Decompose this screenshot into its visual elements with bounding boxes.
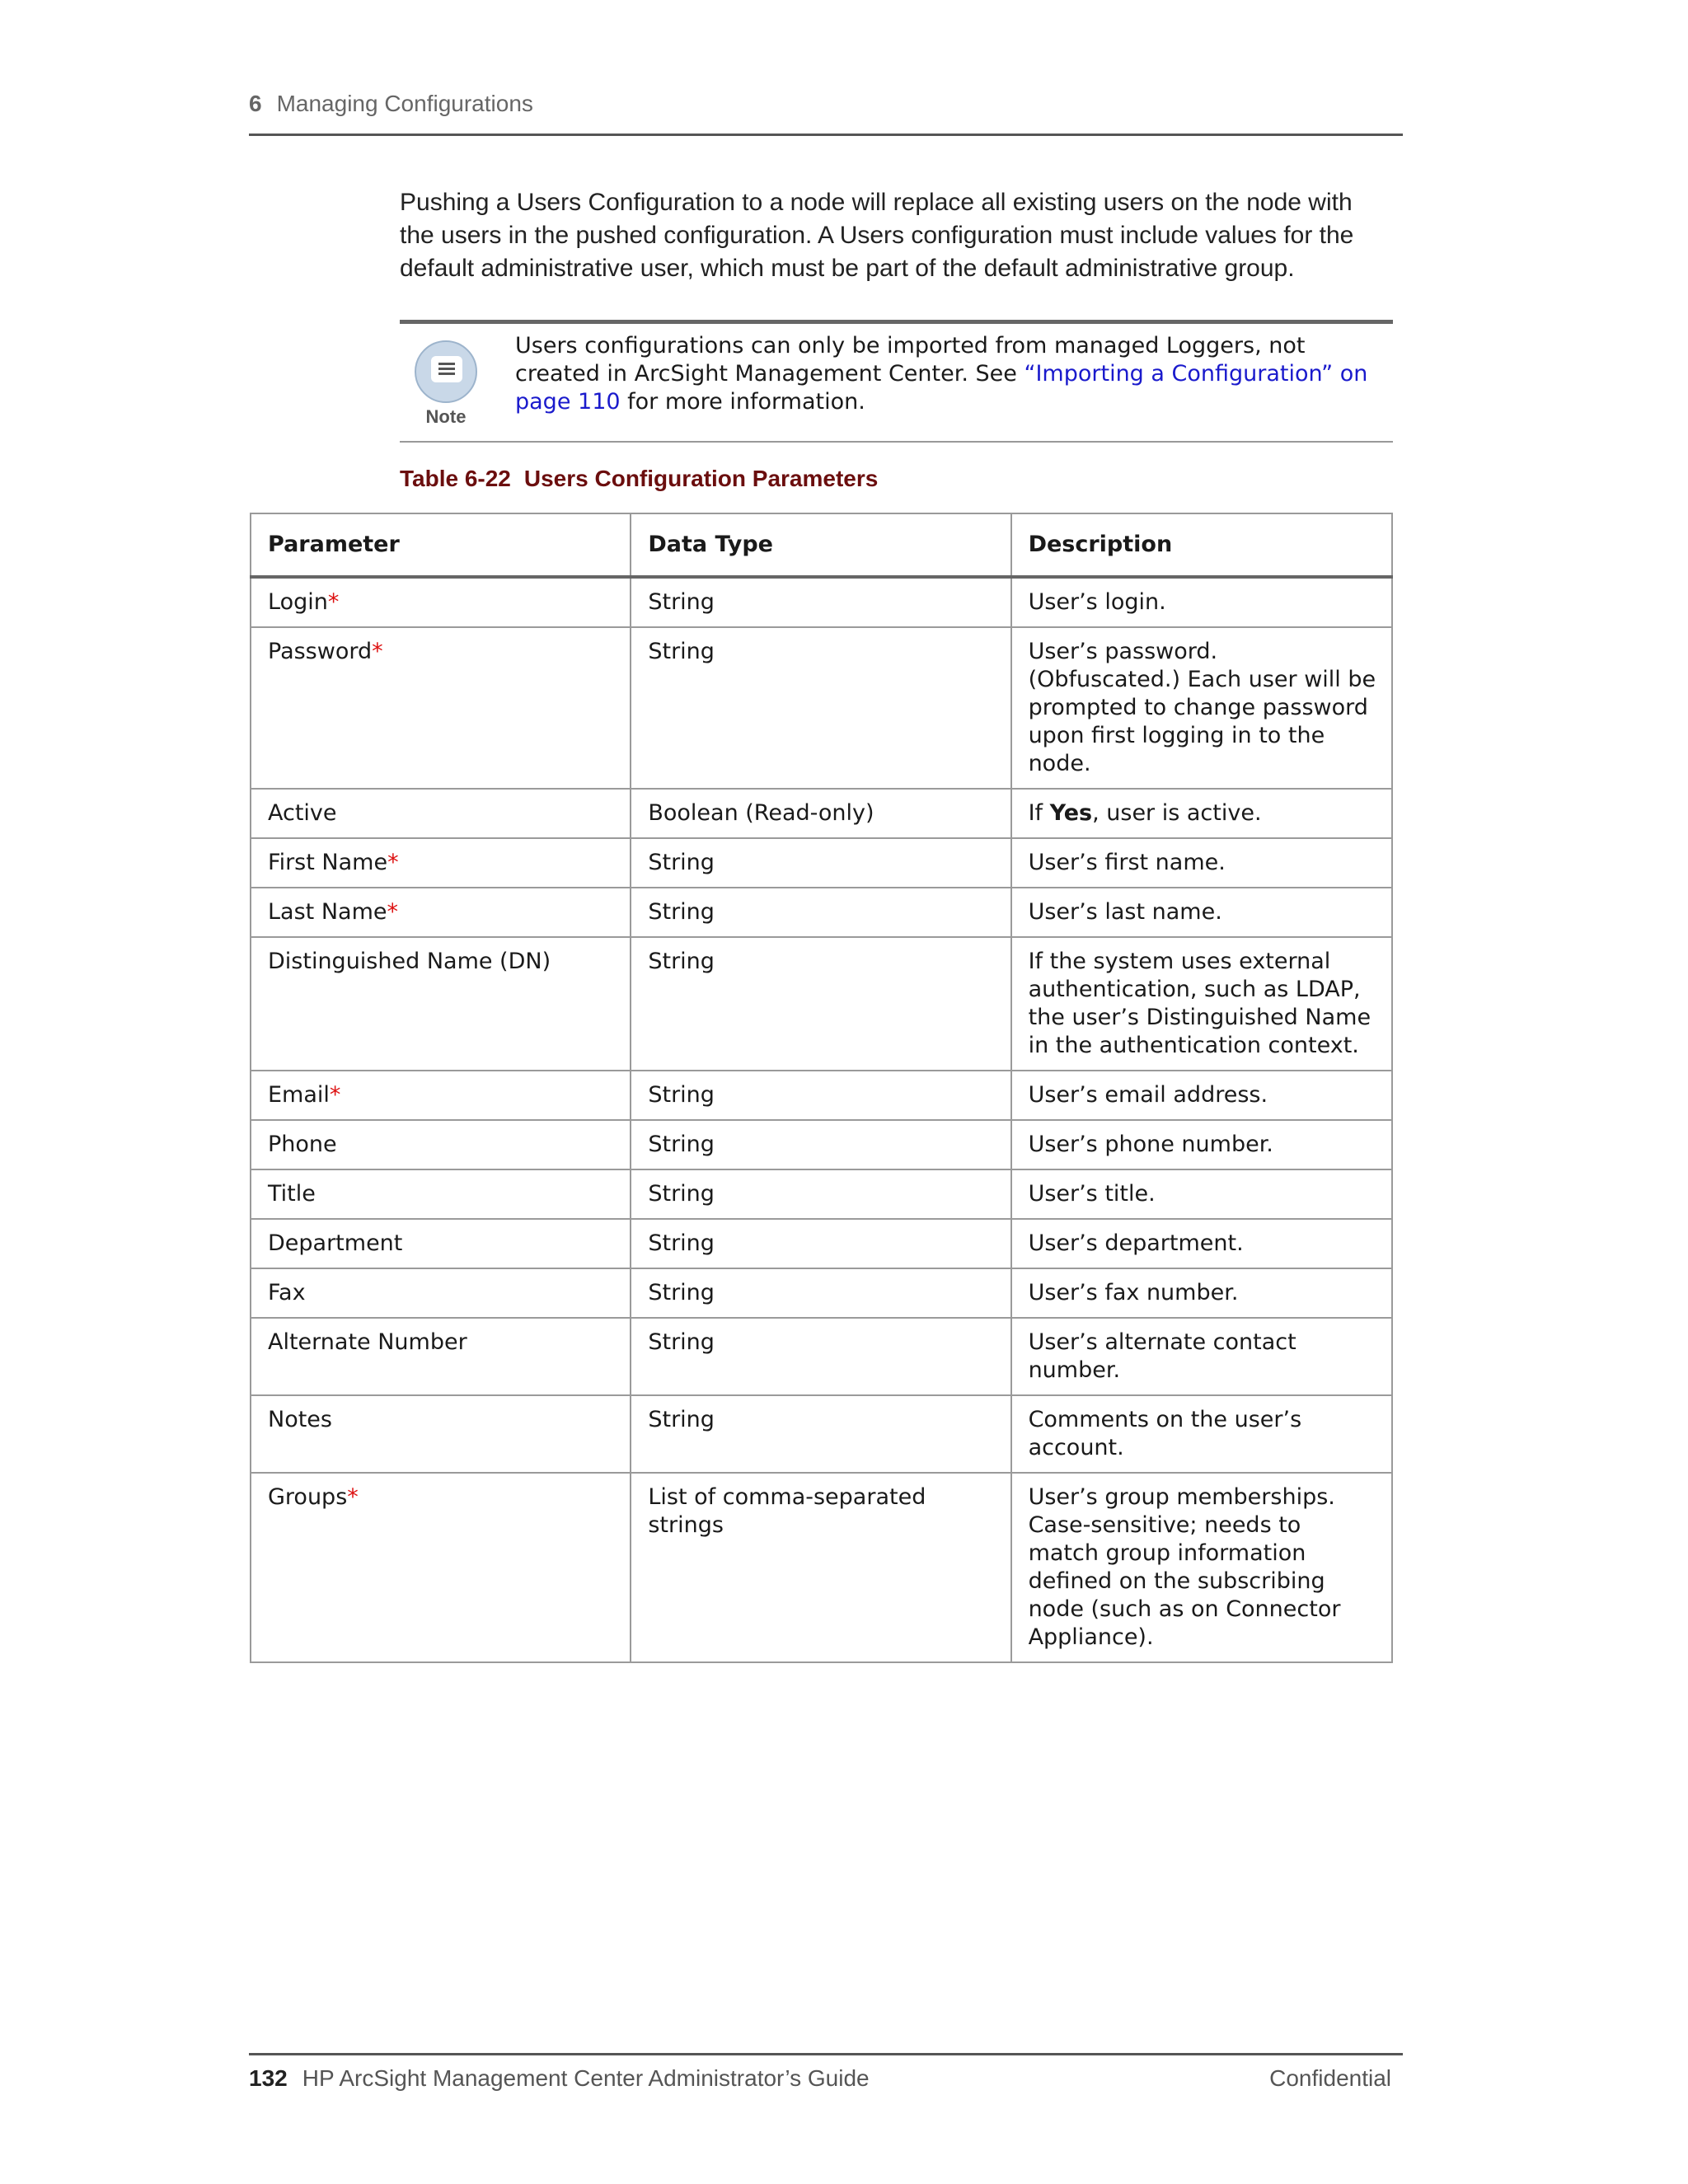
- cell-description: User’s phone number.: [1011, 1120, 1392, 1169]
- table-row: [251, 888, 1392, 937]
- cell-data-type: String: [631, 1071, 1010, 1120]
- table-row: [251, 577, 1392, 627]
- column-header-parameter: Parameter: [251, 513, 631, 577]
- table-row: [251, 1268, 1392, 1318]
- cell-description: User’s password. (Obfuscated.) Each user will be prompted to change password upon first logging in to the node.: [1011, 627, 1392, 789]
- note-label: Note: [425, 406, 467, 427]
- cell-data-type: String: [631, 1120, 1010, 1169]
- parameter-name: Distinguished Name (DN): [268, 949, 551, 974]
- cell-data-type: String: [631, 937, 1010, 1071]
- description-bold-value: Yes: [1049, 800, 1093, 826]
- required-marker: *: [372, 639, 383, 664]
- running-header: [249, 91, 533, 117]
- table-row: [251, 1318, 1392, 1395]
- cell-description: User’s department.: [1011, 1219, 1392, 1268]
- required-marker: *: [347, 1484, 359, 1510]
- table-row: [251, 1473, 1392, 1662]
- table-row: [251, 789, 1392, 838]
- cell-parameter: [251, 838, 631, 888]
- cell-data-type: String: [631, 1395, 1010, 1473]
- page-number: 132: [249, 2065, 288, 2091]
- cell-data-type: Boolean (Read-only): [631, 789, 1010, 838]
- parameter-name: Notes: [268, 1407, 332, 1432]
- table-row: [251, 1395, 1392, 1473]
- parameter-name: Email: [268, 1082, 330, 1108]
- table-row: [251, 1120, 1392, 1169]
- table-caption-number: Table 6-22: [400, 466, 511, 491]
- cell-parameter: [251, 627, 631, 789]
- cell-description: [1011, 789, 1392, 838]
- cell-description: If the system uses external authentication, such as LDAP, the user’s Distinguished Name in the authentication context.: [1011, 937, 1392, 1071]
- chapter-title: Managing Configurations: [276, 91, 533, 116]
- parameter-name: Login: [268, 589, 328, 615]
- speech-bubble-icon: [431, 356, 462, 382]
- description-prefix: If: [1028, 800, 1050, 826]
- parameter-name: Password: [268, 639, 373, 664]
- table-caption-title: Users Configuration Parameters: [523, 466, 879, 491]
- cell-description: User’s title.: [1011, 1169, 1392, 1219]
- cell-description: User’s fax number.: [1011, 1268, 1392, 1318]
- table-caption: [400, 466, 878, 492]
- parameter-name: Groups: [268, 1484, 348, 1510]
- note-text-before: Users configurations can only be imported from managed Loggers, not created in ArcSight Management Center. See: [515, 333, 1306, 387]
- footer-left: [249, 2065, 870, 2092]
- parameter-name: Fax: [268, 1280, 306, 1305]
- table-body: [251, 577, 1392, 1662]
- cell-parameter: [251, 937, 631, 1071]
- cell-parameter: [251, 1219, 631, 1268]
- cell-data-type: String: [631, 888, 1010, 937]
- required-marker: *: [387, 899, 398, 925]
- required-marker: *: [387, 850, 399, 875]
- parameter-name: Alternate Number: [268, 1329, 467, 1355]
- required-marker: *: [327, 589, 340, 615]
- parameter-name: Title: [268, 1181, 316, 1207]
- note-box: [400, 320, 1393, 443]
- table-row: [251, 1169, 1392, 1219]
- cell-description: User’s email address.: [1011, 1071, 1392, 1120]
- cell-parameter: [251, 789, 631, 838]
- parameter-name: Active: [268, 800, 337, 826]
- cell-data-type: String: [631, 577, 1010, 627]
- cell-parameter: [251, 577, 631, 627]
- column-header-data-type: Data Type: [631, 513, 1010, 577]
- users-configuration-parameters-table: [250, 513, 1393, 1663]
- cell-parameter: [251, 888, 631, 937]
- note-text-after: for more information.: [620, 389, 865, 415]
- table-row: [251, 838, 1392, 888]
- page-header: [249, 91, 1403, 136]
- column-header-description: Description: [1011, 513, 1392, 577]
- cell-description: User’s group memberships. Case-sensitive; needs to match group information defined on the subscribing node (such as on Connector Appliance).: [1011, 1473, 1392, 1662]
- cell-description: Comments on the user’s account.: [1011, 1395, 1392, 1473]
- cell-data-type: String: [631, 627, 1010, 789]
- cell-description: User’s alternate contact number.: [1011, 1318, 1392, 1395]
- parameter-name: Last Name: [268, 899, 387, 925]
- description-suffix: , user is active.: [1092, 800, 1262, 826]
- table-row: [251, 1219, 1392, 1268]
- cell-parameter: [251, 1071, 631, 1120]
- chapter-number: 6: [249, 91, 262, 116]
- cell-parameter: [251, 1169, 631, 1219]
- cell-parameter: [251, 1318, 631, 1395]
- cell-description: User’s last name.: [1011, 888, 1392, 937]
- parameter-name: Phone: [268, 1132, 337, 1157]
- parameter-name: First Name: [268, 850, 388, 875]
- cell-data-type: List of comma-separated strings: [631, 1473, 1010, 1662]
- intro-paragraph: Pushing a Users Configuration to a node will replace all existing users on the node with the users in the pushed configuration. A Users configuration must include values for the default administrative user, which must be part of the default administrative group.: [400, 189, 1354, 282]
- cell-data-type: String: [631, 1219, 1010, 1268]
- cell-parameter: [251, 1268, 631, 1318]
- cell-description: User’s login.: [1011, 577, 1392, 627]
- required-marker: *: [329, 1082, 341, 1108]
- table-header-row: [251, 513, 1392, 577]
- table-row: [251, 1071, 1392, 1120]
- note-icon-circle: [415, 340, 477, 403]
- cell-parameter: [251, 1395, 631, 1473]
- classification-label: Confidential: [1269, 2065, 1391, 2091]
- book-title: HP ArcSight Management Center Administrator’s Guide: [302, 2065, 870, 2091]
- cell-parameter: [251, 1473, 631, 1662]
- page-footer: [249, 2053, 1403, 2105]
- note-text: [515, 332, 1389, 416]
- cell-data-type: String: [631, 1169, 1010, 1219]
- parameter-name: Department: [268, 1230, 403, 1256]
- note-cross-reference-link[interactable]: “Importing a Configuration” on page 110: [515, 361, 1368, 415]
- cell-data-type: String: [631, 838, 1010, 888]
- cell-data-type: String: [631, 1318, 1010, 1395]
- table-row: [251, 627, 1392, 789]
- table-row: [251, 937, 1392, 1071]
- note-icon: [415, 340, 477, 427]
- cell-data-type: String: [631, 1268, 1010, 1318]
- cell-parameter: [251, 1120, 631, 1169]
- cell-description: User’s first name.: [1011, 838, 1392, 888]
